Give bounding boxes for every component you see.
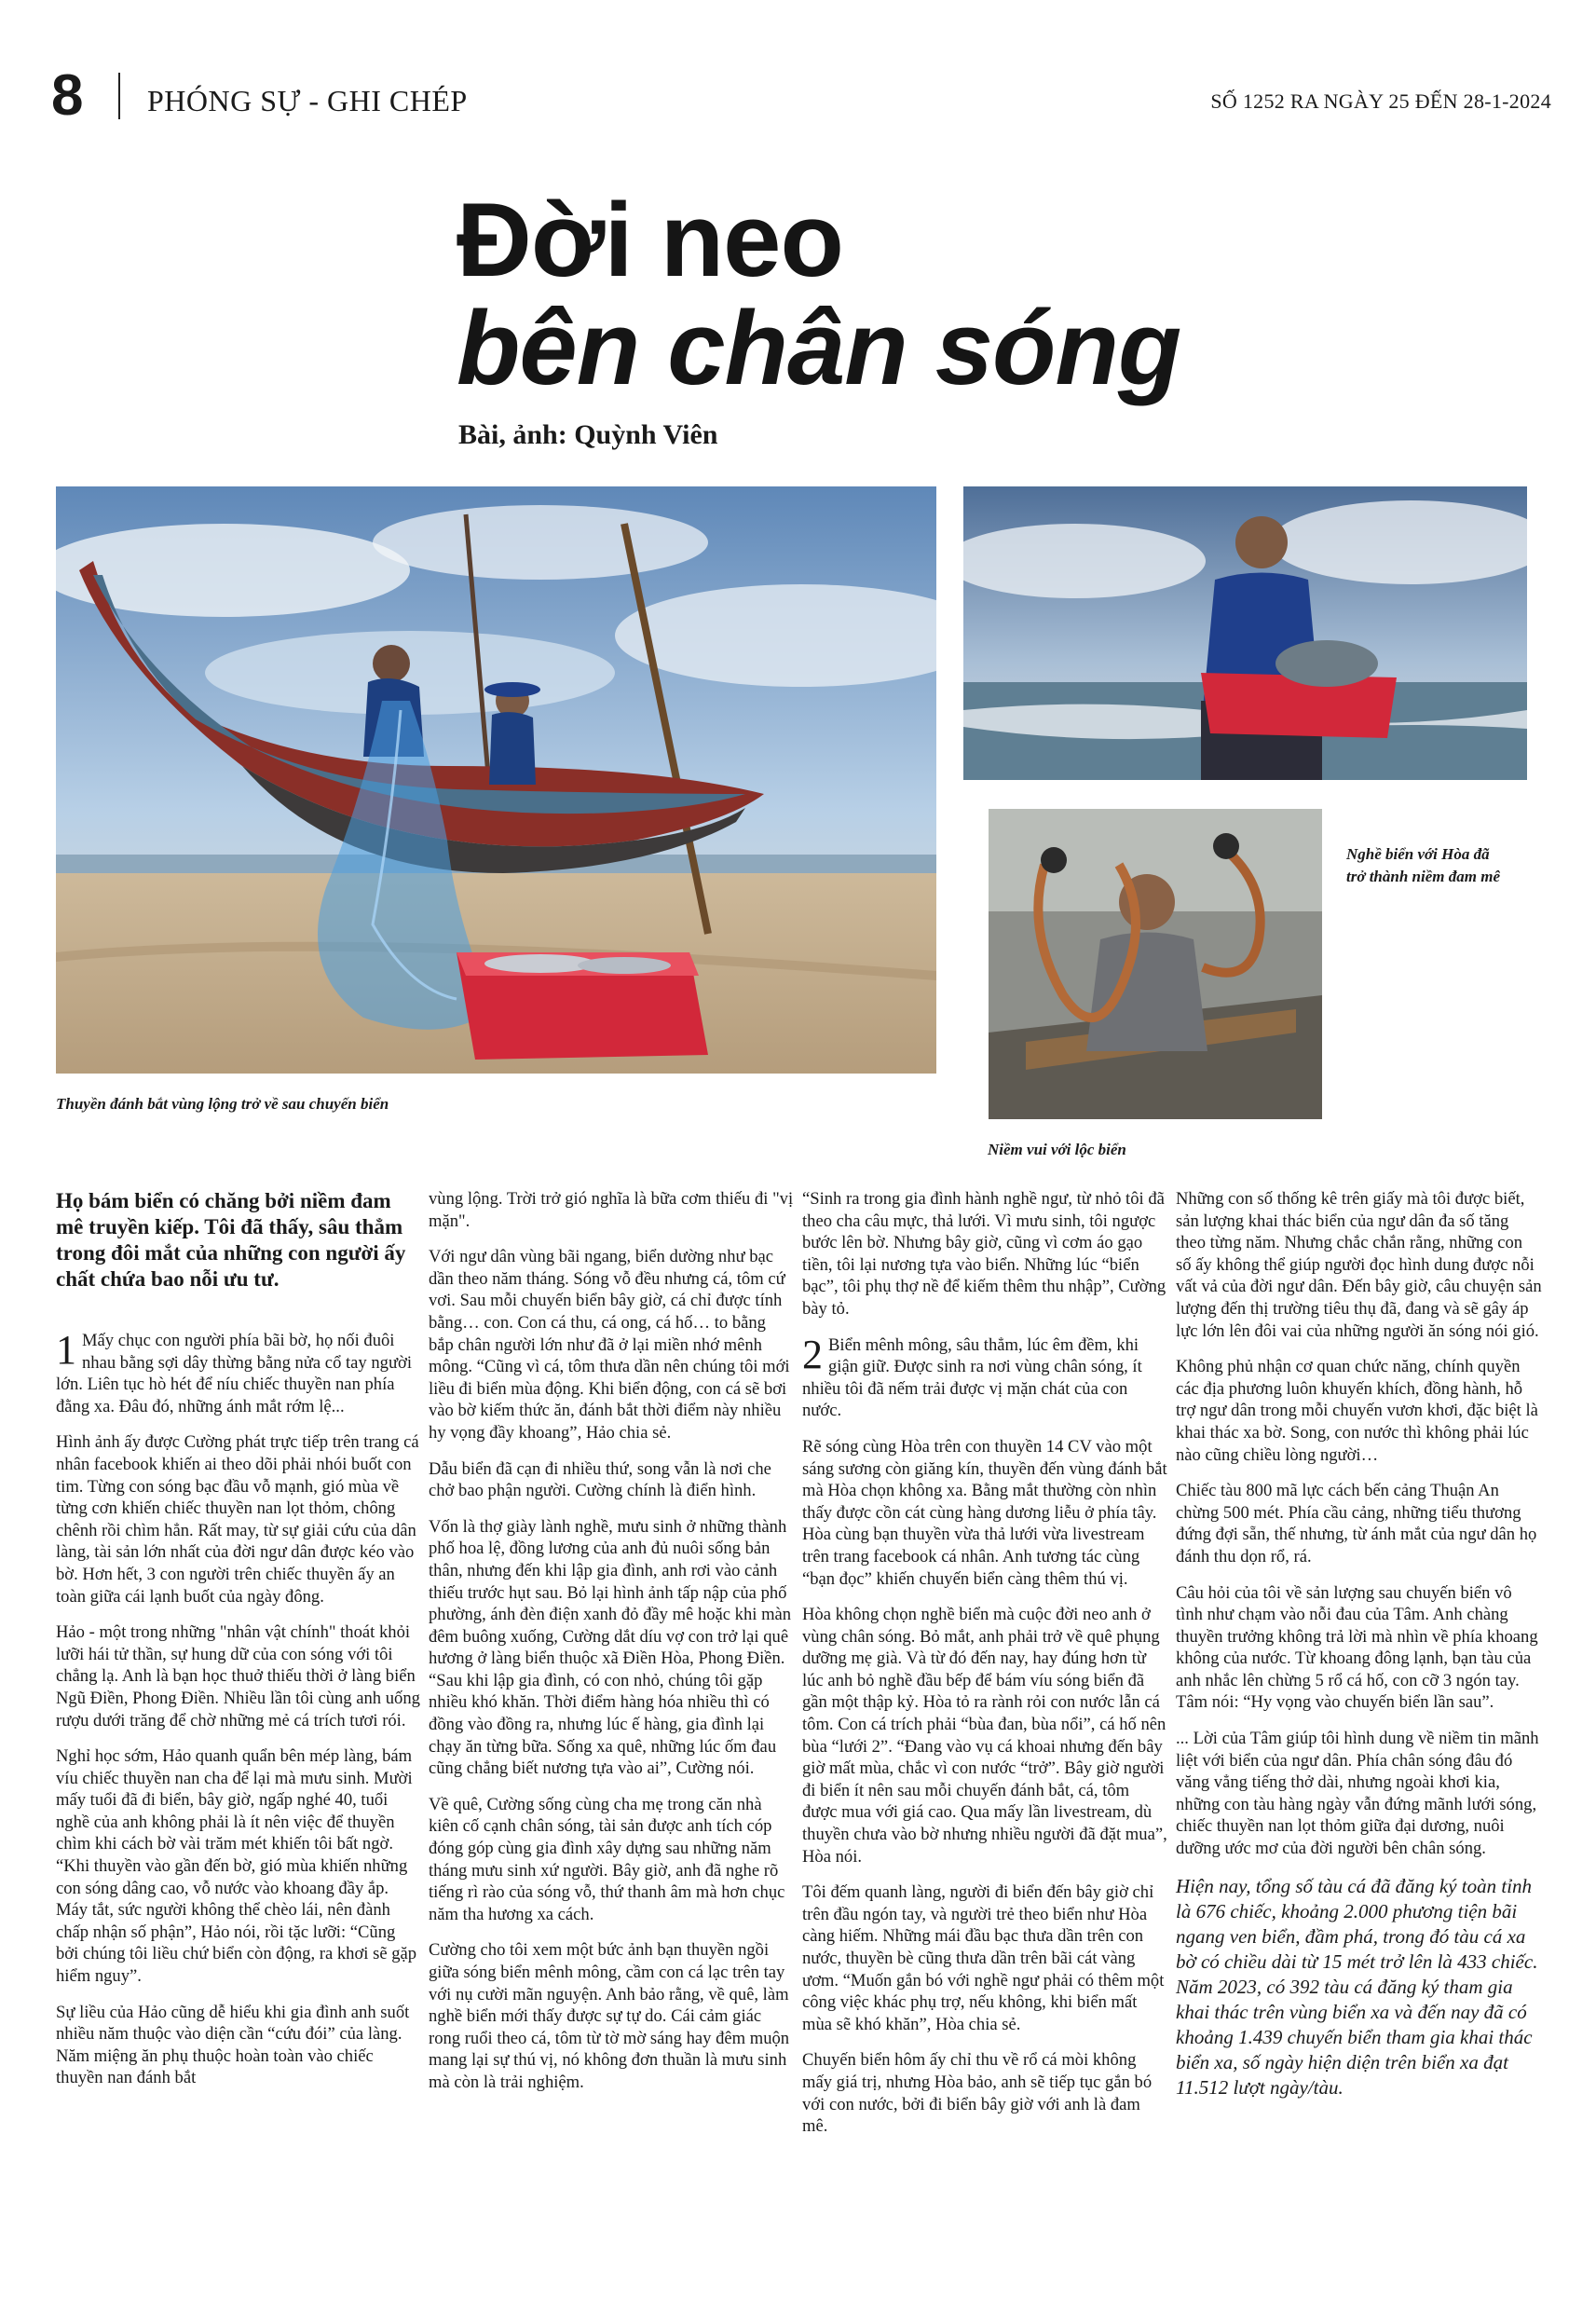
- paragraph: Chiếc tàu 800 mã lực cách bến cảng Thuận An chừng 500 mét. Phía cầu cảng, những tiểu thương đứng đợi sẵn, thế nhưng, từ ánh mắt của ngư dân họ đánh thu dọn rổ, rá.: [1176, 1481, 1537, 1566]
- title-line-1: Đời neo: [457, 182, 843, 298]
- section-name: PHÓNG SỰ - GHI CHÉP: [147, 84, 468, 117]
- paragraph: Cường cho tôi xem một bức ảnh bạn thuyền ngồi giữa sóng biển mênh mông, cầm con cá lạc trên tay với nụ cười mãn nguyện. Anh bảo rằng, về quê, làm nghề biển mới thấy được sự tự do. Cái cảm giác rong ruổi theo cá, tôm từ tờ mờ sáng hay đêm muộn mang lại sự thú vị, nó không đơn thuần là mưu sinh mà còn là trải nghiệm.: [429, 1940, 790, 2092]
- header-divider: [118, 73, 120, 119]
- fishing-boat-photo: [56, 486, 936, 1074]
- section-number: 1: [56, 1327, 76, 1373]
- page-number: 8: [51, 63, 84, 128]
- title-line-2: bên chân sóng: [457, 290, 1181, 406]
- issue-info: SỐ 1252 RA NGÀY 25 ĐẾN 28-1-2024: [1210, 89, 1551, 113]
- article-lead: Họ bám biển có chăng bởi niềm đam mê truyền kiếp. Tôi đã thấy, sâu thẳm trong đôi mắt của những con người ấy chất chứa bao nỗi ưu tư.: [56, 1189, 406, 1291]
- paragraph: Chuyến biển hôm ấy chỉ thu về rổ cá mòi không mấy giá trị, nhưng Hòa bảo, anh sẽ tiếp tục gắn bó với con nước, bởi đi biển bây giờ với anh là đam mê.: [802, 2050, 1153, 2137]
- paragraph: vùng lộng. Trời trở gió nghĩa là bữa cơm thiếu đi "vị mặn".: [429, 1189, 794, 1231]
- article-column-3: [802, 1188, 1168, 2152]
- paragraph: Không phủ nhận cơ quan chức năng, chính quyền các địa phương luôn khuyến khích, đồng hành, hỗ trợ ngư dân trong mỗi chuyến vươn khơi, đặc biệt là khai thác xa bờ. Song, con nước thì không phải lúc nào cũng chiều lòng người…: [1176, 1357, 1538, 1465]
- paragraph: Hảo - một trong những "nhân vật chính" thoát khỏi lưỡi hái tử thần, sự hung dữ của con sóng với tôi chẳng lạ. Anh là bạn học thuở thiếu thời ở làng biển Ngũ Điền, Phong Điền. Nhiều lần tôi cùng anh uống rượu dưới trăng để chờ những mẻ cá trích tươi rói.: [56, 1622, 420, 1731]
- paragraph: Hình ảnh ấy được Cường phát trực tiếp trên trang cá nhân facebook khiến ai theo dõi phải nhói buốt con tim. Từng con sóng bạc đầu vỗ mạnh, gió mùa về từng cơn khiến chiếc thuyền nan lọt thỏm, chông chênh rồi chìm hẳn. Rất may, từ sự giải cứu của dân làng, tài sản lớn nhất của đời ngư dân được kéo vào bờ. Hơn hết, 3 con người trên chiếc thuyền ấy an toàn giữa cái lạnh buốt của ngày đông.: [56, 1432, 419, 1607]
- paragraph: Sự liều của Hảo cũng dễ hiểu khi gia đình anh suốt nhiều năm thuộc vào diện cần “cứu đói” của làng. Năm miệng ăn phụ thuộc hoàn toàn vào chiếc thuyền nan đánh bắt: [56, 2002, 410, 2088]
- paragraph: Câu hỏi của tôi về sản lượng sau chuyến biển vô tình như chạm vào nỗi đau của Tâm. Anh chàng thuyền trưởng không trả lời mà nhìn về phía khoang không của nước. Từ khoang đông lạnh, bạn tàu của anh nhắc lên chừng 5 rổ cá hố, con cỡ 3 ngón tay. Tâm nói: “Hy vọng vào chuyến biển lần sau”.: [1176, 1582, 1538, 1713]
- paragraph: Hòa không chọn nghề biển mà cuộc đời neo anh ở vùng chân sóng. Bỏ mắt, anh phải trở về quê phụng dưỡng mẹ già. Và từ đó đến nay, hay đúng hơn từ lúc anh bỏ nghề đầu bếp để bám víu sóng biển đã gần một thập kỷ. Hòa tỏ ra rành rỏi con nước lẫn cá tôm. Con cá trích phải “bùa đan, bùa nổi”, cá hố nên bùa “lưới 2”. “Đang vào vụ cá khoai nhưng đến bây giờ mất mùa, chắc vì con nước “trở”. Bây giờ người đi biển ít nên sau mỗi chuyến đánh bắt, cá, tôm được mua với giá cao. Qua mấy lần livestream, dù thuyền chưa vào bờ nhưng nhiều người đã đặt mua”, Hòa nói.: [802, 1605, 1167, 1867]
- article-column-2: [429, 1188, 795, 2108]
- article-column-4: [1176, 1188, 1542, 2114]
- side-caption: Nghề biển với Hòa đã trở thành niềm đam mê: [1346, 845, 1500, 885]
- paragraph: Dẫu biển đã cạn đi nhiều thứ, song vẫn là nơi che chở bao phận người. Cường chính là điển hình.: [429, 1458, 771, 1501]
- paragraph: Về quê, Cường sống cùng cha mẹ trong căn nhà kiên cố cạnh chân sóng, tài sản được anh tích cóp đóng góp cùng gia đình xây dựng sau những năm tháng mưu sinh xứ người. Bây giờ, anh đã nghe rõ tiếng rì rào của sóng vỗ, thứ thanh âm mà hơn chục năm tha hương xa cách.: [429, 1794, 785, 1924]
- paragraph: 2 Biển mênh mông, sâu thẳm, lúc êm đềm, khi giận giữ. Được sinh ra nơi vùng chân sóng, ít nhiều tôi đã nếm trải được vị mặn chát của con nước.: [802, 1331, 1142, 1421]
- main-photo-caption: Thuyền đánh bắt vùng lộng trở về sau chuyến biển: [56, 1095, 389, 1113]
- paragraph: Với ngư dân vùng bãi ngang, biển dường như bạc dần theo năm tháng. Sóng vỗ đều nhưng cá, tôm cứ vơi. Sau mỗi chuyến biển bây giờ, cá chỉ được tính bằng… con. Con cá thu, cá ong, cá hố… to bằng bắp chân người lớn như đã ở lại miền nhớ mênh mông. “Cũng vì cá, tôm thưa dần nên chúng tôi mới liều đi biển mùa động. Khi biển động, con cá sẽ bơi vào bờ kiếm thức ăn, đánh bắt thời điểm này nhiều hy vọng đầy khoang”, Hảo chia sẻ.: [429, 1247, 790, 1443]
- article-column-1: [56, 1188, 422, 2103]
- byline: Bài, ảnh: Quỳnh Viên: [458, 419, 718, 450]
- statistics-callout: Hiện nay, tổng số tàu cá đã đăng ký toàn tỉnh là 676 chiếc, khoảng 2.000 phương tiện bãi ngang ven biển, đầm phá, trong đó tàu cá xa bờ có chiều dài từ 15 mét trở lên là 433 chiếc. Năm 2023, có 392 tàu cá đăng ký tham gia khai thác trên vùng biển xa và đến nay đã có khoảng 1.439 chuyến biển tham gia khai thác biển xa, số ngày hiện diện trên biển xa đạt 11.512 lượt ngày/tàu.: [1176, 1874, 1538, 2099]
- fisherman-with-eel-photo: [983, 803, 1328, 1125]
- paragraph: Vốn là thợ giày lành nghề, mưu sinh ở những thành phố hoa lệ, đồng lương của anh đủ nuôi sống bản thân, nhưng đến khi lập gia đình, anh rơi vào cảnh thiếu trước hụt sau. Bỏ lại hình ảnh tấp nập của phố phường, ánh đèn điện xanh đỏ đầy mê hoặc khi màn đêm buông xuống, Cường dắt díu vợ con trở lại quê hương ở làng biển thuộc xã Điền Hòa, Phong Điền. “Sau khi lập gia đình, có con nhỏ, chúng tôi gặp nhiều khó khăn. Thời điểm hàng hóa nhiều thì có đồng vào đồng ra, nhưng lúc ế hàng, gia đình lại chạy ăn từng bữa. Sống xa quê, những lúc ốm đau cũng chẳng biết nương tựa vào ai”, Cường nói.: [429, 1516, 792, 1779]
- paragraph: 1 Mấy chục con người phía bãi bờ, họ nối đuôi nhau bằng sợi dây thừng bằng nửa cổ tay người lớn. Liên tục hò hét để níu chiếc thuyền nan phía đằng xa. Đâu đó, những ánh mắt rớm lệ...: [56, 1327, 413, 1416]
- paragraph: Nghỉ học sớm, Hảo quanh quẩn bên mép làng, bám víu chiếc thuyền nan cha để lại mà mưu sinh. Mười mấy tuổi đã đi biển, bây giờ, ngấp nghé 40, tuổi nghề của anh không phải là ít nên việc để thuyền chìm khi cách bờ vài trăm mét khiến tôi bất ngờ. “Khi thuyền vào gần đến bờ, gió mùa khiến những con sóng dâng cao, vỗ nước vào khoang đầy ắp. Máy tắt, sức người không thể chèo lái, nên đành chấp nhận số phận”, Hảo nói, rồi tặc lưỡi: “Cũng bởi chúng tôi liều chứ biển còn động, ra khơi sẽ gặp hiểm nguy”.: [56, 1746, 417, 1987]
- paragraph: “Sinh ra trong gia đình hành nghề ngư, từ nhỏ tôi đã theo cha câu mực, thả lưới. Vì mưu sinh, tôi ngược bước lên bờ. Nhưng bây giờ, cũng vì cơm áo gạo tiền, tôi lại nương tựa vào biển. Những lúc “biển bạc”, tôi phụ thợ nề để kiếm thêm thu nhập”, Cường bày tỏ.: [802, 1189, 1166, 1319]
- paragraph: Tôi đếm quanh làng, người đi biển đến bây giờ chỉ trên đầu ngón tay, và người trẻ theo biển như Hòa càng hiếm. Những mái đầu bạc thưa dần trên con nước, thuyền bè cũng thưa dần trên bãi cát vàng ươm. “Muốn gắn bó với nghề ngư phải có thêm một công việc khác phụ trợ, nếu không, khi biển mất mùa sẽ khó khăn”, Hòa chia sẻ.: [802, 1882, 1165, 2034]
- fisherman-with-crate-photo: [963, 486, 1527, 780]
- paragraph: Rẽ sóng cùng Hòa trên con thuyền 14 CV vào một sáng sương còn giăng kín, thuyền đến vùng đánh bắt mà Hòa chọn không xa. Bằng mắt thường còn nhìn thấy được cồn cát cùng hàng dương liễu ở phía tây. Hòa cùng bạn thuyền vừa thả lưới vừa livestream trên trang facebook cá nhân. Anh tương tác cùng “bạn đọc” khiến chuyến biển càng thêm thú vị.: [802, 1436, 1167, 1589]
- paragraph: Những con số thống kê trên giấy mà tôi được biết, sản lượng khai thác biển của ngư dân đa số tăng theo từng năm. Nhưng chắc chắn rằng, những con số ấy không thể giúp người đọc hình dung được nỗi vất vả của đời ngư dân. Đến bây giờ, câu chuyện sản lượng đến thị trường tiêu thụ đã, đang và sẽ gây áp lực lớn lên đôi vai của những người ăn sóng nói gió.: [1176, 1189, 1542, 1341]
- article-title: [457, 182, 1181, 406]
- page-header: [51, 63, 1551, 129]
- inset-photo-caption: Niềm vui với lộc biển: [988, 1141, 1126, 1158]
- paragraph: ... Lời của Tâm giúp tôi hình dung về niềm tin mãnh liệt với biển của ngư dân. Phía chân sóng đâu đó văng vẳng tiếng thở dài, nhưng ngoài khơi kia, những con tàu hàng ngày vẫn đứng mãnh lưới sóng, chiếc thuyền nan lọt thỏm giữa đại dương, nuôi dưỡng ước mơ của đời người bên chân sóng.: [1176, 1729, 1539, 1859]
- section-number: 2: [802, 1331, 823, 1377]
